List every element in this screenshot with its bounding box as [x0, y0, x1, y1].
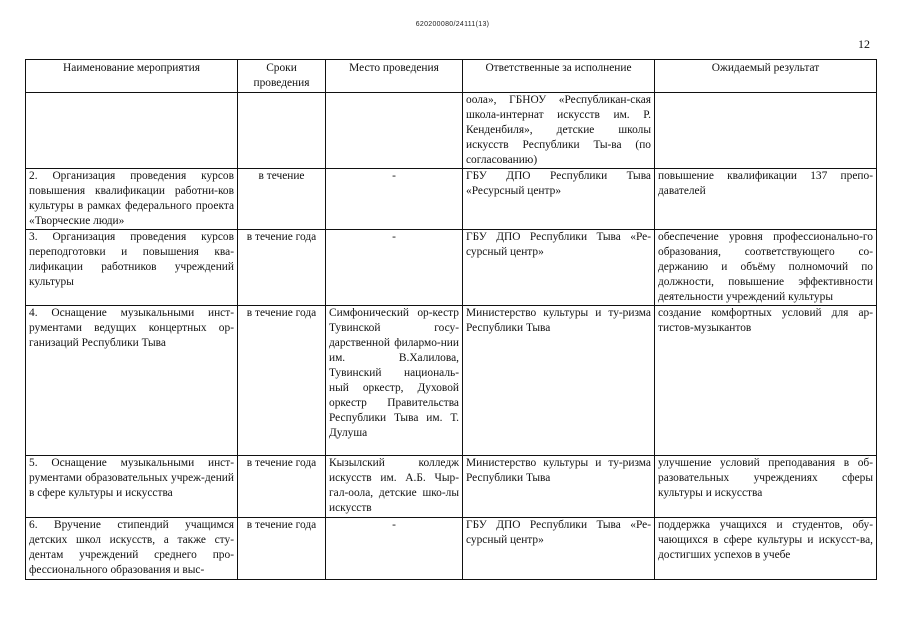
- page-number: 12: [858, 37, 870, 51]
- header-responsible: Ответственные за исполнение: [463, 60, 655, 93]
- cell-result: повышение квалификации 137 препо-давателей: [655, 169, 877, 230]
- cell-event: [26, 93, 238, 169]
- cell-result: обеспечение уровня профессионально-го образования, соответствующего со-держанию и объёму полномочий по должности, повышение эффективности деятельности учреждений культуры: [655, 230, 877, 306]
- cell-responsible: ГБУ ДПО Республики Тыва «Ре-сурсный центр»: [463, 518, 655, 580]
- cell-result: поддержка учащихся и студентов, обу-чающихся в сфере культуры и искусст-ва, достигших успехов в учебе: [655, 518, 877, 580]
- cell-result: улучшение условий преподавания в об-разовательных учреждениях сферы культуры и искусства: [655, 456, 877, 518]
- table-row: [26, 518, 877, 580]
- cell-responsible: Министерство культуры и ту-ризма Республики Тыва: [463, 306, 655, 456]
- table-row: [26, 169, 877, 230]
- cell-timing: в течение: [238, 169, 326, 230]
- cell-timing: [238, 93, 326, 169]
- table-row: [26, 456, 877, 518]
- cell-result: [655, 93, 877, 169]
- table-row: [26, 230, 877, 306]
- header-event-name: Наименование мероприятия: [26, 60, 238, 93]
- cell-event: 5. Оснащение музыкальными инст-рументами образовательных учреж-дений в сфере культуры и искусства: [26, 456, 238, 518]
- events-table: [25, 59, 877, 580]
- header-location: Место проведения: [326, 60, 463, 93]
- cell-result: создание комфортных условий для ар-тистов-музыкантов: [655, 306, 877, 456]
- cell-location: -: [326, 230, 463, 306]
- cell-event: 2. Организация проведения курсов повышения квалификации работни-ков культуры в рамках федерального проекта «Творческие люди»: [26, 169, 238, 230]
- cell-timing: в течение года: [238, 230, 326, 306]
- cell-timing: в течение года: [238, 518, 326, 580]
- document-code: 620200080/24111(13): [415, 21, 490, 28]
- cell-responsible: оола», ГБНОУ «Республикан-ская школа-интернат искусств им. Р. Кенденбиля», детские школы искусств Республики Ты-ва (по согласованию): [463, 93, 655, 169]
- cell-event: 3. Организация проведения курсов переподготовки и повышения ква-лификации работников учреждений культуры: [26, 230, 238, 306]
- cell-event: 6. Вручение стипендий учащимся детских школ искусств, а также сту-дентам учреждений среднего про-фессионального образования и выс-: [26, 518, 238, 580]
- cell-timing: в течение года: [238, 306, 326, 456]
- cell-location: [326, 93, 463, 169]
- cell-responsible: ГБУ ДПО Республики Тыва «Ре-сурсный центр»: [463, 230, 655, 306]
- header-expected-result: Ожидаемый результат: [655, 60, 877, 93]
- cell-responsible: Министерство культуры и ту-ризма Республики Тыва: [463, 456, 655, 518]
- cell-location: -: [326, 518, 463, 580]
- cell-location: -: [326, 169, 463, 230]
- cell-responsible: ГБУ ДПО Республики Тыва «Ресурсный центр»: [463, 169, 655, 230]
- table-row: [26, 93, 877, 169]
- cell-location: Симфонический ор-кестр Тувинской госу-дарственной филармо-нии им. В.Халилова, Тувинский националь-ный оркестр, Духовой оркестр Правительства Республики Тыва им. Т. Дулуша: [326, 306, 463, 456]
- header-timing: Сроки проведения: [238, 60, 326, 93]
- cell-location: Кызылский колледж искусств им. А.Б. Чыр-гал-оола, детские шко-лы искусств: [326, 456, 463, 518]
- cell-timing: в течение года: [238, 456, 326, 518]
- table-row: [26, 306, 877, 456]
- cell-event: 4. Оснащение музыкальными инст-рументами ведущих концертных ор-ганизаций Республики Тыва: [26, 306, 238, 456]
